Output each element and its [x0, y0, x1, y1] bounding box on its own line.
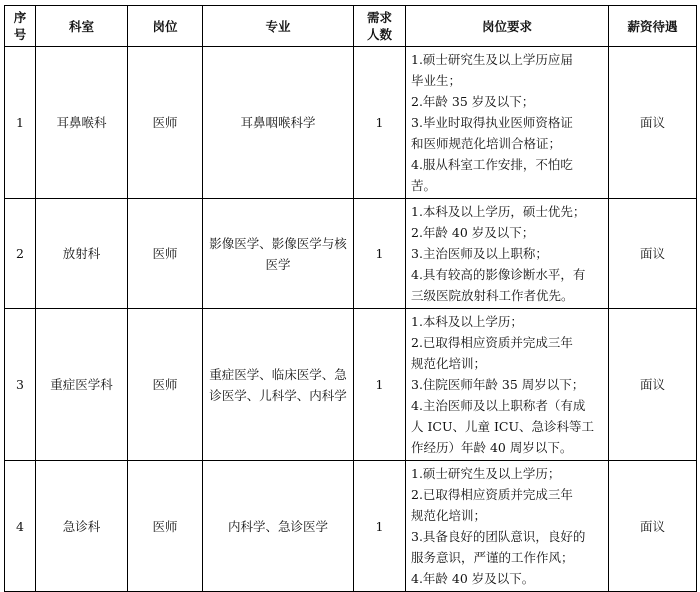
- cell-major: 影像医学、影像医学与核医学: [203, 199, 354, 309]
- cell-salary: 面议: [609, 309, 697, 461]
- cell-no: 1: [5, 47, 36, 199]
- cell-no: 4: [5, 461, 36, 592]
- cell-major: 内科学、急诊医学: [203, 461, 354, 592]
- header-major: 专业: [203, 6, 354, 47]
- cell-no: 3: [5, 309, 36, 461]
- header-count: 需求 人数: [354, 6, 406, 47]
- header-row: [5, 6, 697, 47]
- header-requirements: 岗位要求: [406, 6, 609, 47]
- cell-dept: 耳鼻喉科: [36, 47, 128, 199]
- header-salary: 薪资待遇: [609, 6, 697, 47]
- cell-major: 耳鼻咽喉科学: [203, 47, 354, 199]
- cell-count: 1: [354, 47, 406, 199]
- cell-requirements: 1.本科及以上学历； 2.已取得相应资质并完成三年 规范化培训； 3.住院医师年龄 35 周岁以下； 4.主治医师及以上职称者（有成 人 ICU、儿童 ICU、急诊科等工 作经历）年龄 40 周岁以下。: [406, 309, 609, 461]
- header-post: 岗位: [128, 6, 203, 47]
- cell-dept: 重症医学科: [36, 309, 128, 461]
- recruitment-table: [4, 5, 697, 592]
- table-row: [5, 461, 697, 592]
- table-row: [5, 199, 697, 309]
- cell-post: 医师: [128, 461, 203, 592]
- header-no: 序 号: [5, 6, 36, 47]
- cell-count: 1: [354, 309, 406, 461]
- cell-requirements: 1.硕士研究生及以上学历应届 毕业生； 2.年龄 35 岁及以下； 3.毕业时取得执业医师资格证 和医师规范化培训合格证； 4.服从科室工作安排，不怕吃 苦。: [406, 47, 609, 199]
- cell-dept: 放射科: [36, 199, 128, 309]
- cell-requirements: 1.硕士研究生及以上学历； 2.已取得相应资质并完成三年 规范化培训； 3.具备良好的团队意识，良好的 服务意识，严谨的工作作风； 4.年龄 40 岁及以下。: [406, 461, 609, 592]
- table-row: [5, 309, 697, 461]
- cell-count: 1: [354, 199, 406, 309]
- table-row: [5, 47, 697, 199]
- cell-requirements: 1.本科及以上学历，硕士优先； 2.年龄 40 岁及以下； 3.主治医师及以上职称； 4.具有较高的影像诊断水平，有 三级医院放射科工作者优先。: [406, 199, 609, 309]
- cell-salary: 面议: [609, 47, 697, 199]
- cell-major: 重症医学、临床医学、急诊医学、儿科学、内科学: [203, 309, 354, 461]
- header-dept: 科室: [36, 6, 128, 47]
- cell-post: 医师: [128, 309, 203, 461]
- cell-no: 2: [5, 199, 36, 309]
- cell-count: 1: [354, 461, 406, 592]
- cell-post: 医师: [128, 47, 203, 199]
- cell-dept: 急诊科: [36, 461, 128, 592]
- cell-post: 医师: [128, 199, 203, 309]
- cell-salary: 面议: [609, 199, 697, 309]
- cell-salary: 面议: [609, 461, 697, 592]
